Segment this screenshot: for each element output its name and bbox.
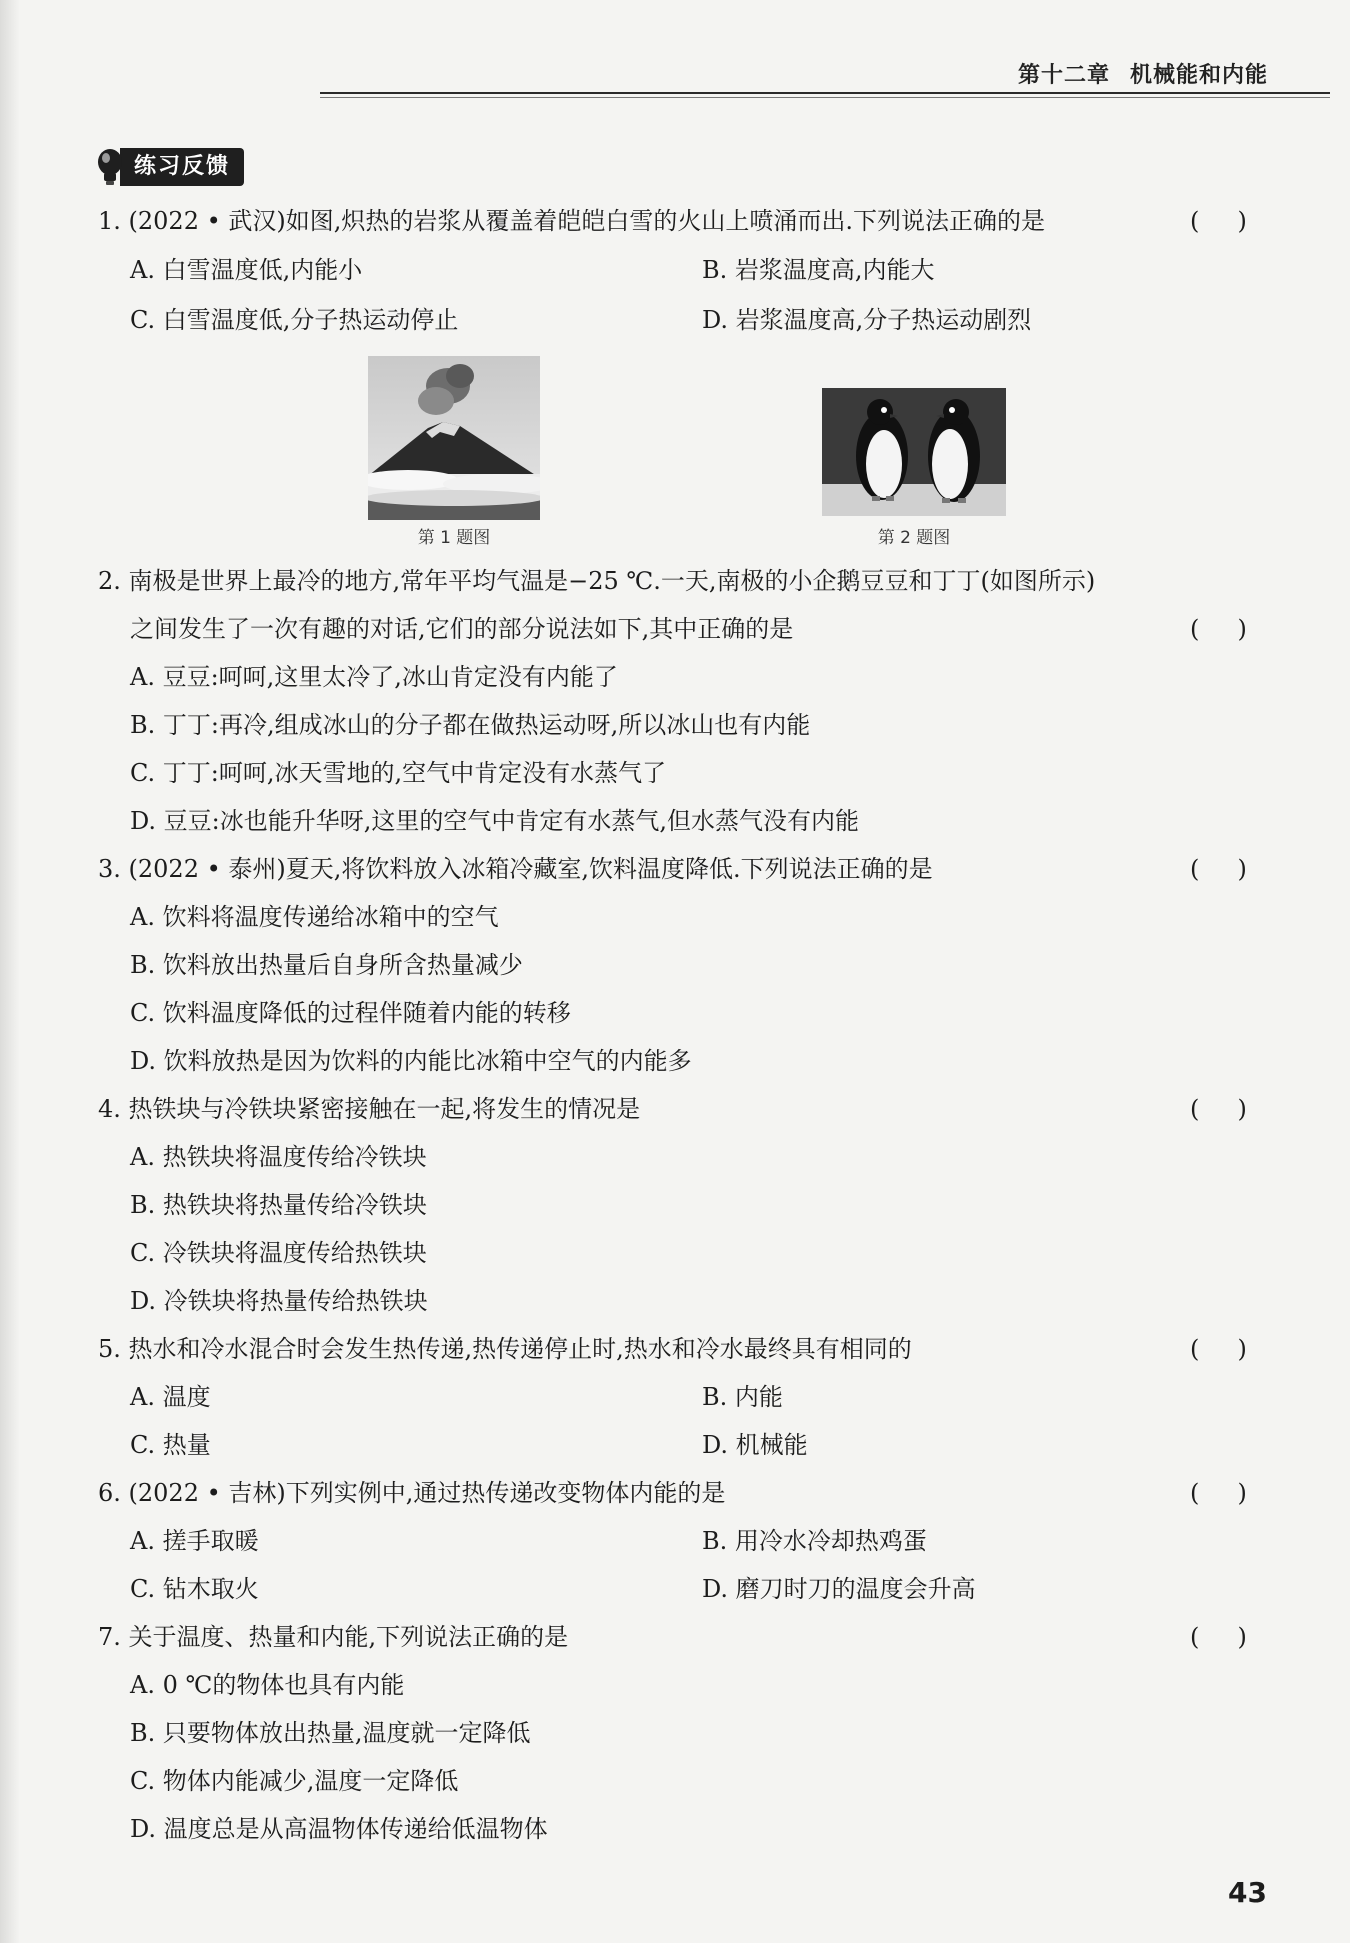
question-5-option-c: C. 热量 [130, 1431, 211, 1459]
volcano-image [368, 356, 540, 520]
question-7-stem: 7. 关于温度、热量和内能,下列说法正确的是 [98, 1623, 569, 1651]
question-5-option-b: B. 内能 [702, 1383, 783, 1411]
question-1-answer-blank[interactable]: ( ) [1190, 207, 1247, 235]
question-3-answer-blank[interactable]: ( ) [1190, 855, 1247, 883]
question-5-option-d: D. 机械能 [702, 1431, 808, 1459]
chapter-header [1018, 58, 1268, 89]
question-1-stem: 1. (2022 • 武汉)如图,炽热的岩浆从覆盖着皑皑白雪的火山上喷涌而出.下列说法正确的是 [98, 207, 1046, 235]
question-3-option-c: C. 饮料温度降低的过程伴随着内能的转移 [130, 999, 571, 1027]
question-2-stem-line-2: 之间发生了一次有趣的对话,它们的部分说法如下,其中正确的是 [130, 615, 794, 643]
penguins-image [822, 388, 1006, 516]
section-badge [96, 148, 244, 186]
question-4-option-a: A. 热铁块将温度传给冷铁块 [130, 1143, 427, 1171]
question-2-option-d: D. 豆豆:冰也能升华呀,这里的空气中肯定有水蒸气,但水蒸气没有内能 [130, 807, 859, 835]
figure-2-caption: 第 2 题图 [877, 528, 951, 548]
question-7-option-d: D. 温度总是从高温物体传递给低温物体 [130, 1815, 548, 1843]
question-7-option-b: B. 只要物体放出热量,温度就一定降低 [130, 1719, 531, 1747]
question-5-stem: 5. 热水和冷水混合时会发生热传递,热传递停止时,热水和冷水最终具有相同的 [98, 1335, 912, 1363]
question-4-stem: 4. 热铁块与冷铁块紧密接触在一起,将发生的情况是 [98, 1095, 641, 1123]
section-title: 练习反馈 [120, 148, 244, 186]
question-3-option-a: A. 饮料将温度传递给冰箱中的空气 [130, 903, 499, 931]
page-fold-shadow [0, 0, 20, 1943]
question-6-option-c: C. 钻木取火 [130, 1575, 259, 1603]
question-5-option-a: A. 温度 [130, 1383, 211, 1411]
page-number: 43 [1228, 1876, 1267, 1909]
question-2-stem-line-1: 2. 南极是世界上最冷的地方,常年平均气温是−25 ℃.一天,南极的小企鹅豆豆和丁丁(如图所示) [98, 567, 1096, 595]
figure-1-caption: 第 1 题图 [417, 528, 491, 548]
question-6-answer-blank[interactable]: ( ) [1190, 1479, 1247, 1507]
question-2-option-b: B. 丁丁:再冷,组成冰山的分子都在做热运动呀,所以冰山也有内能 [130, 711, 811, 739]
header-rule [320, 92, 1330, 94]
question-6-option-d: D. 磨刀时刀的温度会升高 [702, 1575, 976, 1603]
question-1-option-c: C. 白雪温度低,分子热运动停止 [130, 306, 459, 334]
question-1-option-b: B. 岩浆温度高,内能大 [702, 256, 935, 284]
question-2-answer-blank[interactable]: ( ) [1190, 615, 1247, 643]
question-4-answer-blank[interactable]: ( ) [1190, 1095, 1247, 1123]
question-6-stem: 6. (2022 • 吉林)下列实例中,通过热传递改变物体内能的是 [98, 1479, 726, 1507]
chapter-number: 第十二章 [1018, 63, 1111, 88]
question-3-option-b: B. 饮料放出热量后自身所含热量减少 [130, 951, 523, 979]
question-6-option-a: A. 搓手取暖 [130, 1527, 259, 1555]
question-3-stem: 3. (2022 • 泰州)夏天,将饮料放入冰箱冷藏室,饮料温度降低.下列说法正确的是 [98, 855, 933, 883]
question-1-option-a: A. 白雪温度低,内能小 [130, 256, 363, 284]
question-7-answer-blank[interactable]: ( ) [1190, 1623, 1247, 1651]
question-4-option-d: D. 冷铁块将热量传给热铁块 [130, 1287, 428, 1315]
question-4-option-b: B. 热铁块将热量传给冷铁块 [130, 1191, 427, 1219]
question-2-option-a: A. 豆豆:呵呵,这里太冷了,冰山肯定没有内能了 [130, 663, 618, 691]
question-3-option-d: D. 饮料放热是因为饮料的内能比冰箱中空气的内能多 [130, 1047, 692, 1075]
question-1-option-d: D. 岩浆温度高,分子热运动剧烈 [702, 306, 1032, 334]
question-6-option-b: B. 用冷水冷却热鸡蛋 [702, 1527, 927, 1555]
lightbulb-icon [96, 148, 124, 186]
question-7-option-a: A. 0 ℃的物体也具有内能 [130, 1671, 405, 1699]
question-4-option-c: C. 冷铁块将温度传给热铁块 [130, 1239, 427, 1267]
question-5-answer-blank[interactable]: ( ) [1190, 1335, 1247, 1363]
question-7-option-c: C. 物体内能减少,温度一定降低 [130, 1767, 459, 1795]
question-2-option-c: C. 丁丁:呵呵,冰天雪地的,空气中肯定没有水蒸气了 [130, 759, 667, 787]
header-rule-thin [320, 97, 1330, 98]
chapter-title: 机械能和内能 [1130, 63, 1269, 88]
